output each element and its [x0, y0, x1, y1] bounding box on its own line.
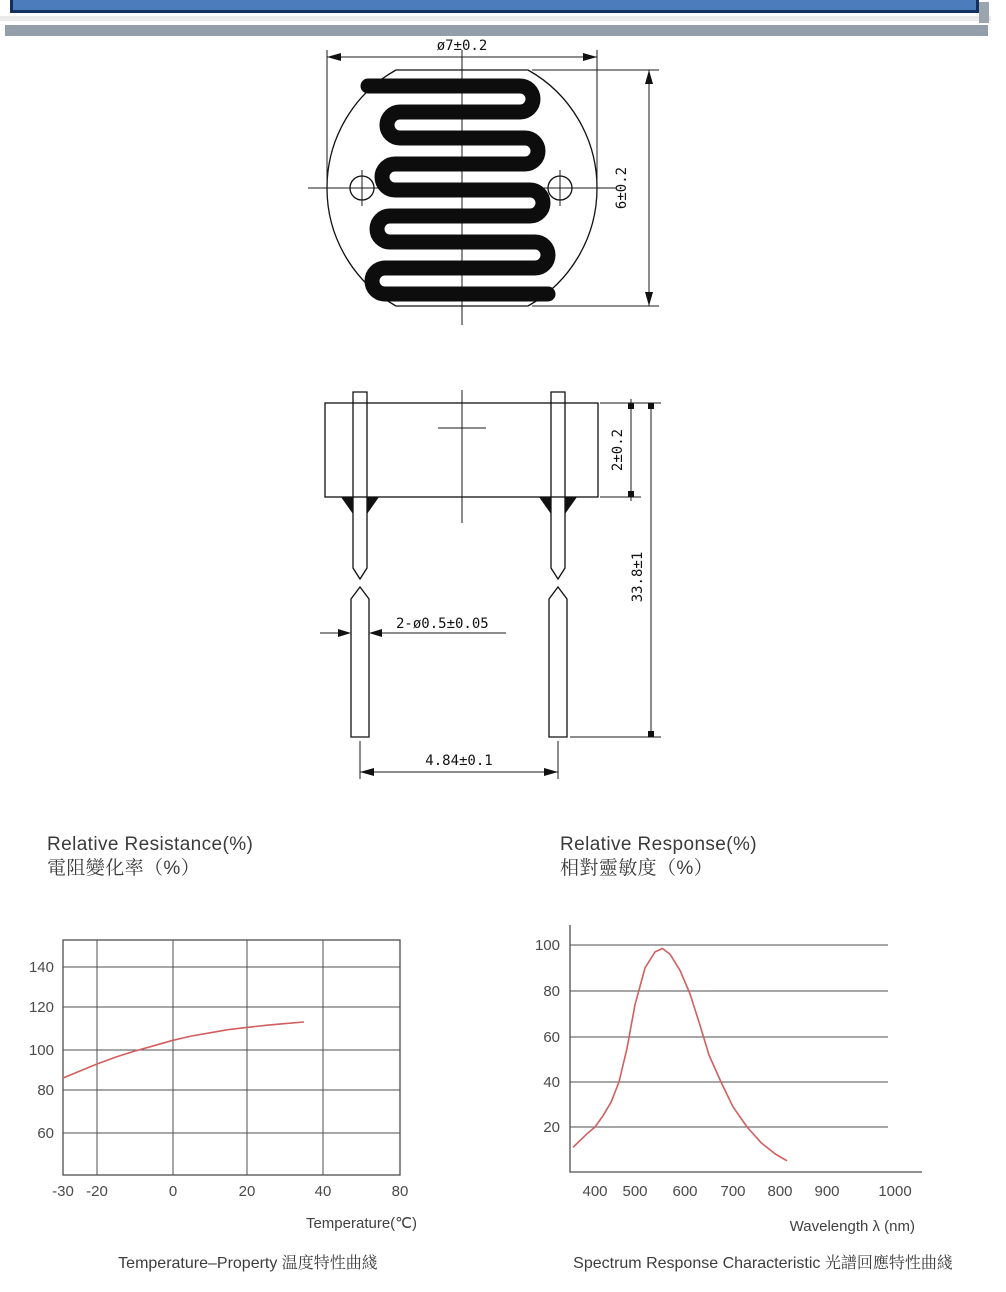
lead-right-lower: [549, 587, 567, 737]
x-tick-label: 40: [314, 1183, 332, 1200]
side-centerline: [438, 390, 486, 523]
y-tick-label: 60: [37, 1125, 54, 1142]
lead-left-upper: [353, 392, 367, 579]
dim-lead-pitch-label: 4.84±0.1: [425, 753, 493, 769]
wavelength-axis-label: Wavelength λ (nm): [789, 1218, 915, 1235]
spectral-chart-caption: Spectrum Response Characteristic 光譜回應特性曲綫: [573, 1255, 953, 1272]
temperature-chart: [15, 930, 440, 1280]
y-tick-label: 100: [534, 937, 560, 954]
x-tick-label: 900: [814, 1183, 840, 1200]
right-chart-title-en: Relative Response(%): [560, 834, 758, 855]
y-tick-label: 80: [37, 1082, 54, 1099]
lead-diameter-dimension: [320, 616, 506, 637]
dim-thickness-label: 2±0.2: [610, 428, 626, 472]
thickness-dimension: [600, 399, 641, 501]
x-tick-label: -30: [52, 1183, 74, 1200]
lead-right-upper: [551, 392, 565, 579]
x-tick-label: 800: [767, 1183, 793, 1200]
lead-left-lower: [351, 587, 369, 737]
dim-height-label: 6±0.2: [614, 166, 630, 210]
dim-total-length-label: 33.8±1: [630, 551, 646, 603]
right-chart-title-zh: 相對靈敏度（%）: [560, 858, 714, 879]
lead-pitch-dimension: [360, 741, 558, 779]
header-blue-bar: [10, 0, 979, 13]
serpentine-electrode-pattern: [368, 86, 548, 294]
dim-diameter-label: ø7±0.2: [436, 38, 488, 54]
solder-fillets: [341, 497, 577, 514]
y-tick-label: 100: [28, 1042, 54, 1059]
x-tick-label: 500: [622, 1183, 648, 1200]
x-tick-label: 1000: [878, 1183, 912, 1200]
spectral-chart-grid: [570, 925, 922, 1172]
x-tick-label: 700: [720, 1183, 746, 1200]
y-tick-label: 140: [28, 959, 54, 976]
right-chart-title: [560, 833, 757, 881]
spectral-chart: [520, 915, 1006, 1285]
y-tick-label: 60: [543, 1029, 560, 1046]
dim-lead-diameter-label: 2-ø0.5±0.05: [396, 616, 489, 632]
x-tick-label: 600: [672, 1183, 698, 1200]
header-light-strip: [0, 16, 991, 21]
x-tick-label: 20: [238, 1183, 256, 1200]
x-tick-label: -20: [86, 1183, 108, 1200]
header-shadow-corner: [979, 2, 989, 23]
x-tick-label: 80: [391, 1183, 409, 1200]
temperature-chart-caption: Temperature–Property 温度特性曲綫: [118, 1255, 378, 1272]
top-view-drawing: [270, 25, 690, 335]
y-tick-label: 120: [28, 999, 54, 1016]
temperature-axis-label: Temperature(℃): [305, 1215, 417, 1232]
left-chart-title-en: Relative Resistance(%): [47, 834, 254, 855]
y-tick-label: 80: [543, 983, 560, 1000]
left-chart-title-zh: 電阻變化率（%）: [47, 858, 201, 879]
side-view-drawing: [300, 380, 680, 790]
x-tick-label: 400: [582, 1183, 608, 1200]
y-tick-label: 40: [543, 1074, 560, 1091]
y-tick-label: 20: [543, 1119, 560, 1136]
left-chart-title: [47, 833, 253, 881]
spectral-response-curve: [573, 949, 787, 1161]
x-tick-label: 0: [168, 1183, 178, 1200]
